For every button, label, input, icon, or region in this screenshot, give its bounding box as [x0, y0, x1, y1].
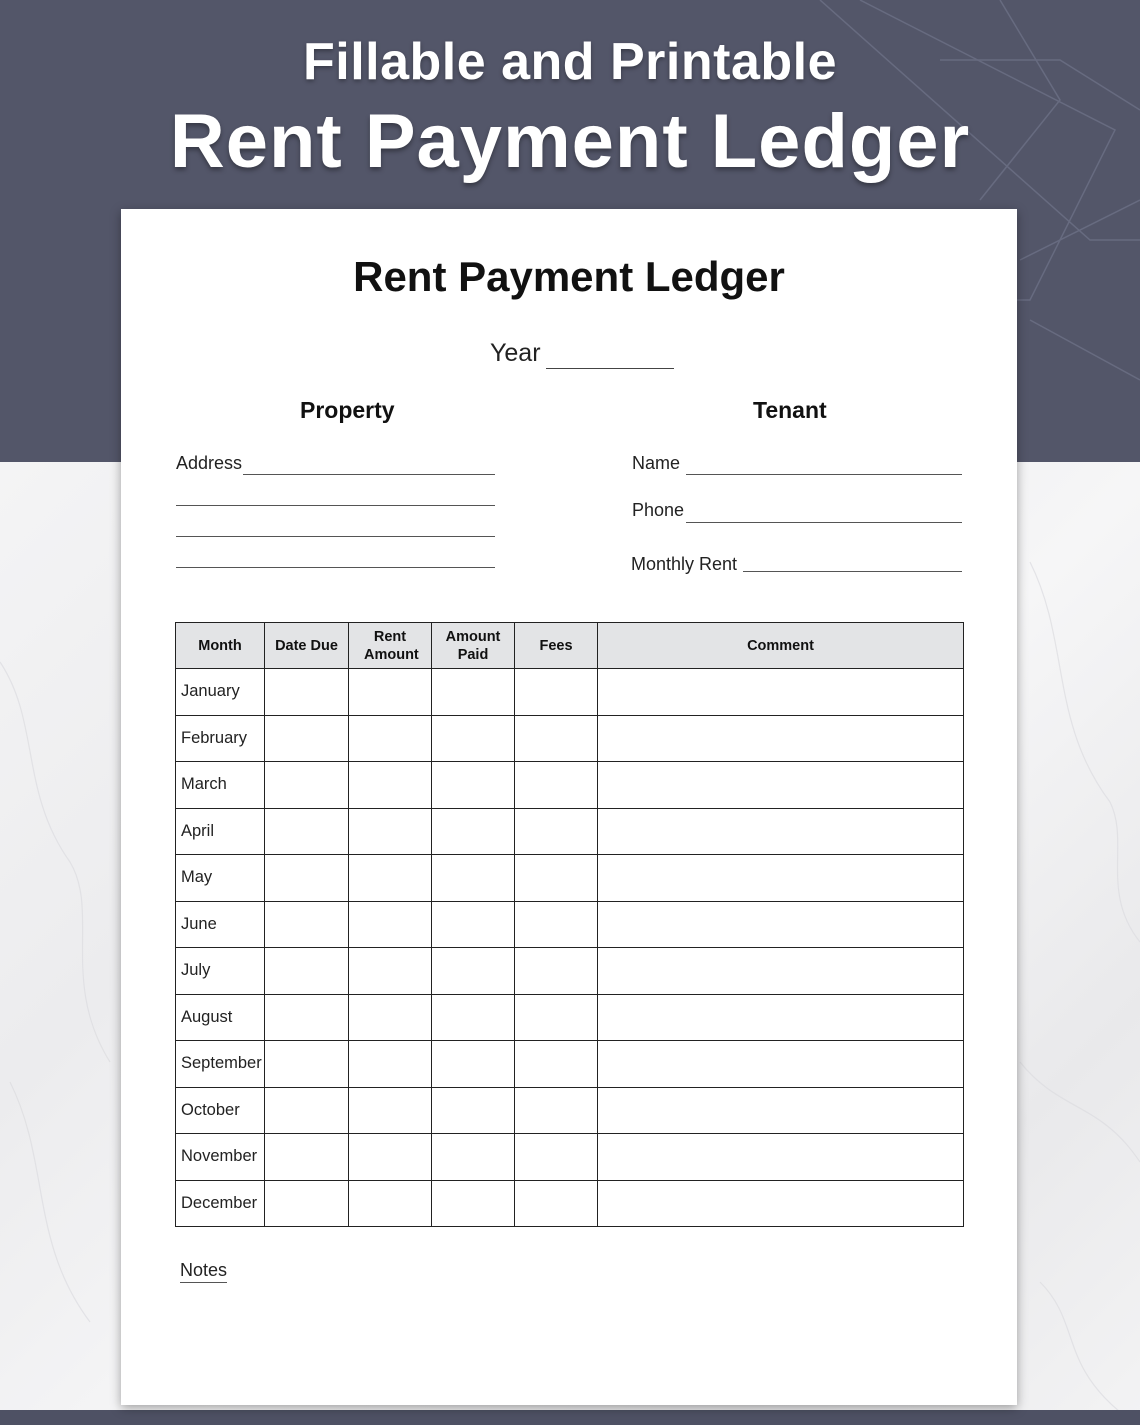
rent-amount-cell[interactable]	[349, 1180, 432, 1227]
monthly-rent-field[interactable]	[743, 571, 962, 572]
amount-paid-cell[interactable]	[432, 948, 515, 995]
month-cell: May	[176, 855, 265, 902]
tenant-name-label: Name	[632, 453, 681, 473]
table-row	[176, 669, 964, 716]
banner-title: Rent Payment Ledger	[169, 99, 971, 184]
column-header-comment: Comment	[598, 623, 964, 669]
month-cell: April	[176, 808, 265, 855]
tenant-phone-field[interactable]	[686, 522, 962, 523]
date-due-cell[interactable]	[265, 994, 349, 1041]
rent-amount-cell[interactable]	[349, 948, 432, 995]
amount-paid-cell[interactable]	[432, 762, 515, 809]
rent-amount-cell[interactable]	[349, 669, 432, 716]
notes-label: Notes	[180, 1260, 227, 1283]
fees-cell[interactable]	[515, 1180, 598, 1227]
comment-cell[interactable]	[598, 1041, 964, 1088]
amount-paid-cell[interactable]	[432, 715, 515, 762]
monthly-rent-label: Monthly Rent	[631, 554, 738, 574]
comment-cell[interactable]	[598, 994, 964, 1041]
column-header-rent-amount-text: Rent Amount	[364, 628, 419, 663]
table-row	[176, 948, 964, 995]
table-row	[176, 715, 964, 762]
rent-amount-cell[interactable]	[349, 994, 432, 1041]
tenant-heading: Tenant	[753, 397, 827, 423]
table-row	[176, 762, 964, 809]
amount-paid-cell[interactable]	[432, 1041, 515, 1088]
table-row	[176, 994, 964, 1041]
month-cell: February	[176, 715, 265, 762]
tenant-phone-label: Phone	[632, 500, 685, 520]
ledger-sheet	[121, 209, 1017, 1405]
comment-cell[interactable]	[598, 901, 964, 948]
column-header-fees: Fees	[515, 623, 598, 669]
column-header-month: Month	[176, 623, 265, 669]
property-heading: Property	[300, 397, 395, 423]
month-cell: August	[176, 994, 265, 1041]
tenant-name-field[interactable]	[686, 474, 962, 475]
banner-subtitle: Fillable and Printable	[303, 33, 837, 91]
comment-cell[interactable]	[598, 762, 964, 809]
rent-amount-cell[interactable]	[349, 715, 432, 762]
year-label: Year	[490, 339, 541, 367]
date-due-cell[interactable]	[265, 855, 349, 902]
amount-paid-cell[interactable]	[432, 1087, 515, 1134]
column-header-amount-paid-text: Amount Paid	[445, 628, 501, 663]
table-row	[176, 855, 964, 902]
table-header-row	[176, 623, 964, 669]
fees-cell[interactable]	[515, 855, 598, 902]
fees-cell[interactable]	[515, 948, 598, 995]
fees-cell[interactable]	[515, 715, 598, 762]
column-header-date-due: Date Due	[265, 623, 349, 669]
address-field-3[interactable]	[176, 536, 495, 537]
month-cell: January	[176, 669, 265, 716]
table-row	[176, 901, 964, 948]
document-title: Rent Payment Ledger	[353, 253, 785, 300]
column-header-amount-paid	[432, 623, 515, 669]
amount-paid-cell[interactable]	[432, 855, 515, 902]
month-cell: December	[176, 1180, 265, 1227]
table-row	[176, 808, 964, 855]
rent-ledger-table	[175, 622, 964, 1227]
address-field-1[interactable]	[243, 474, 495, 475]
date-due-cell[interactable]	[265, 669, 349, 716]
date-due-cell[interactable]	[265, 1180, 349, 1227]
comment-cell[interactable]	[598, 948, 964, 995]
month-cell: June	[176, 901, 265, 948]
amount-paid-cell[interactable]	[432, 808, 515, 855]
rent-amount-cell[interactable]	[349, 1134, 432, 1181]
month-cell: September	[176, 1041, 265, 1088]
rent-amount-cell[interactable]	[349, 901, 432, 948]
comment-cell[interactable]	[598, 1134, 964, 1181]
fees-cell[interactable]	[515, 1041, 598, 1088]
month-cell: November	[176, 1134, 265, 1181]
date-due-cell[interactable]	[265, 948, 349, 995]
date-due-cell[interactable]	[265, 1087, 349, 1134]
fees-cell[interactable]	[515, 994, 598, 1041]
table-row	[176, 1087, 964, 1134]
date-due-cell[interactable]	[265, 1134, 349, 1181]
address-label: Address	[176, 453, 243, 473]
column-header-rent-amount	[349, 623, 432, 669]
date-due-cell[interactable]	[265, 808, 349, 855]
amount-paid-cell[interactable]	[432, 901, 515, 948]
address-field-4[interactable]	[176, 567, 495, 568]
fees-cell[interactable]	[515, 1087, 598, 1134]
comment-cell[interactable]	[598, 669, 964, 716]
table-row	[176, 1180, 964, 1227]
table-row	[176, 1134, 964, 1181]
date-due-cell[interactable]	[265, 762, 349, 809]
amount-paid-cell[interactable]	[432, 1134, 515, 1181]
amount-paid-cell[interactable]	[432, 669, 515, 716]
rent-amount-cell[interactable]	[349, 762, 432, 809]
rent-amount-cell[interactable]	[349, 1087, 432, 1134]
year-field[interactable]	[546, 368, 674, 369]
month-cell: October	[176, 1087, 265, 1134]
date-due-cell[interactable]	[265, 1041, 349, 1088]
fees-cell[interactable]	[515, 762, 598, 809]
date-due-cell[interactable]	[265, 901, 349, 948]
comment-cell[interactable]	[598, 1087, 964, 1134]
comment-cell[interactable]	[598, 1180, 964, 1227]
comment-cell[interactable]	[598, 855, 964, 902]
month-cell: March	[176, 762, 265, 809]
fees-cell[interactable]	[515, 808, 598, 855]
fees-cell[interactable]	[515, 1134, 598, 1181]
rent-amount-cell[interactable]	[349, 808, 432, 855]
fees-cell[interactable]	[515, 901, 598, 948]
comment-cell[interactable]	[598, 808, 964, 855]
amount-paid-cell[interactable]	[432, 1180, 515, 1227]
amount-paid-cell[interactable]	[432, 994, 515, 1041]
rent-amount-cell[interactable]	[349, 855, 432, 902]
month-cell: July	[176, 948, 265, 995]
date-due-cell[interactable]	[265, 715, 349, 762]
table-row	[176, 1041, 964, 1088]
comment-cell[interactable]	[598, 715, 964, 762]
rent-amount-cell[interactable]	[349, 1041, 432, 1088]
fees-cell[interactable]	[515, 669, 598, 716]
bottom-bar	[0, 1410, 1140, 1425]
address-field-2[interactable]	[176, 505, 495, 506]
